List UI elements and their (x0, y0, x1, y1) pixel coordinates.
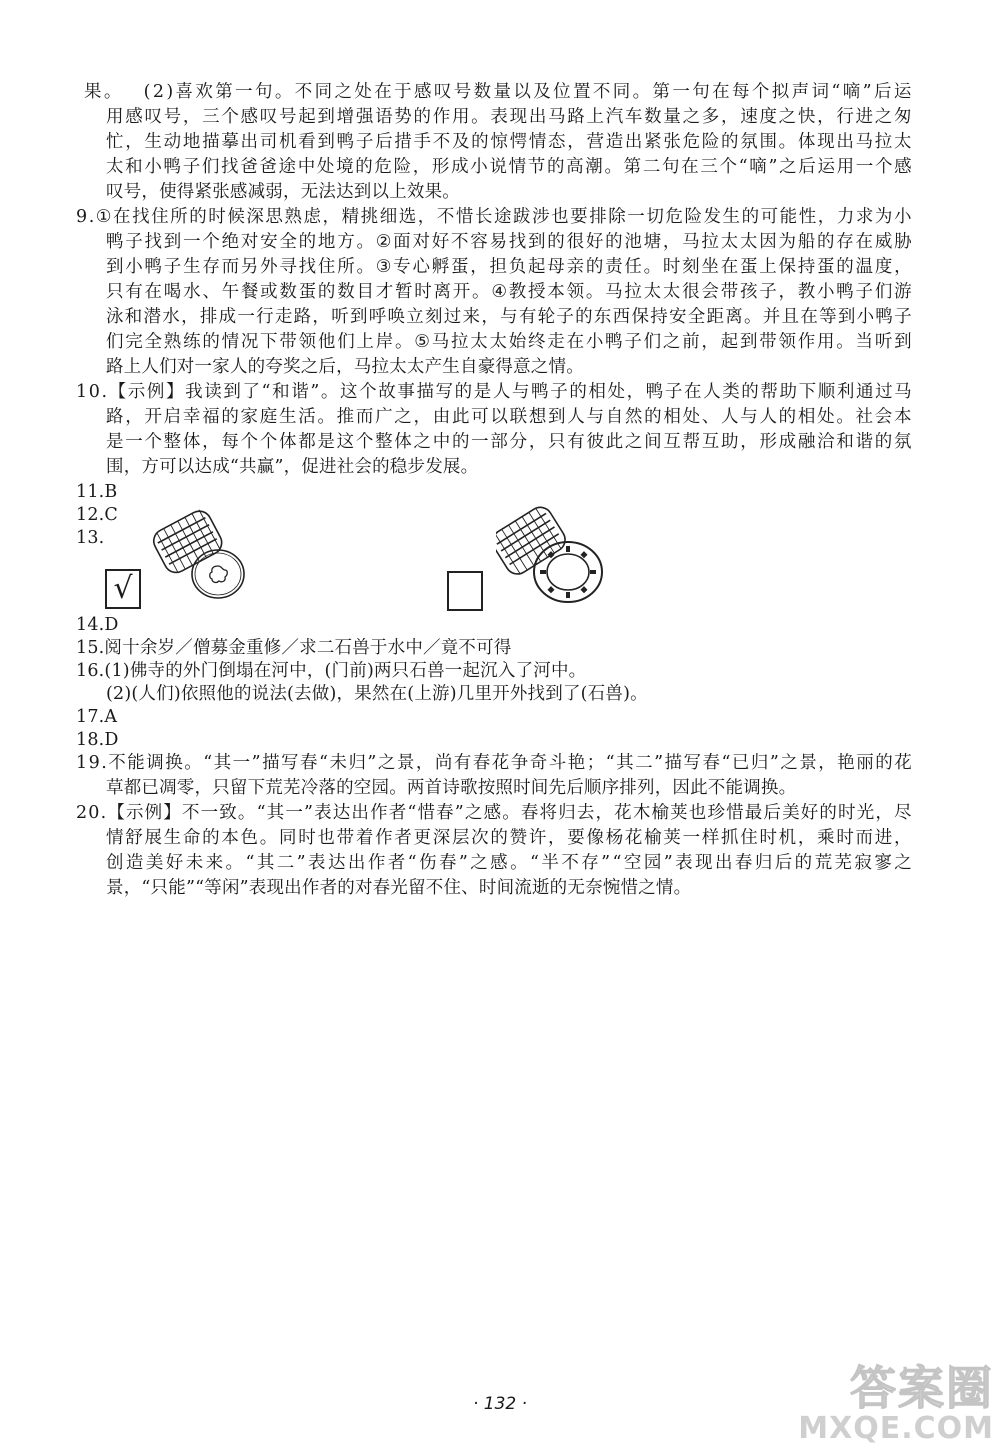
text-line: 鸭 子 找 到 一 个 绝 对 安 全 的 地 方 。 ② 面 对 好 不 容 易 找 到 的 很 好 的 池 塘 ， 马 拉 太 太 因 为 船 的 存 在 威 胁 (106, 232, 912, 252)
answer-20: 2 0 . 【 示 例 】 不 一 致 。 “ 其 一 ” 表 达 出 作 者 “ 惜 春 ” 之 感 。 春 将 归 去 ， 花 木 榆 荚 也 珍 惜 最 后 美 好 的 时 光 ， 尽 (76, 803, 912, 823)
text-line: 路上人们对一家人的夸奖之后，马拉太太产生自豪得意之情。 (106, 357, 584, 377)
watermark-url: MXQE.COM (798, 1411, 994, 1446)
answer-10: 1 0 . 【 示 例 】 我 读 到 了 “ 和 谐 ” 。 这 个 故 事 描 写 的 是 人 与 鸭 子 的 相 处 ， 鸭 子 在 人 类 的 帮 助 下 顺 利 通 过 马 (76, 382, 912, 402)
stamp-gear-view (496, 492, 616, 612)
text-line: 到 小 鸭 子 生 存 而 另 外 寻 找 住 所 。 ③ 专 心 孵 蛋 ， 担 负 起 母 亲 的 责 任 。 时 刻 坐 在 蛋 上 保 持 蛋 的 温 度 ， (106, 257, 912, 277)
text-line: 泳 和 潜 水 ， 排 成 一 行 走 路 ， 听 到 呼 唤 立 刻 过 来 ， 与 有 轮 子 的 东 西 保 持 安 全 距 离 。 并 且 在 等 到 小 鸭 子 (106, 307, 912, 327)
text-line: 围，方可以达成“共赢”，促进社会的稳步发展。 (106, 457, 479, 477)
stamp-front-view (150, 498, 260, 608)
answer-18: 18.D (76, 730, 119, 750)
answer-17: 17.A (76, 707, 118, 727)
text-line: 草都已凋零，只留下荒芜冷落的空园。两首诗歌按照时间先后顺序排列，因此不能调换。 (106, 778, 797, 798)
text-line: 景，“只能”“等闲”表现出作者的对春光留不住、时间流逝的无奈惋惜之情。 (106, 878, 692, 898)
figure-13 (0, 490, 1000, 620)
answer-11: 11.B (76, 482, 118, 502)
text-line: 们 完 全 熟 练 的 情 况 下 带 领 他 们 上 岸 。 ⑤ 马 拉 太 太 始 终 走 在 小 鸭 子 们 之 前 ， 起 到 带 领 作 用 。 当 听 到 (106, 332, 912, 352)
answer-9: 9 . ① 在 找 住 所 的 时 候 深 思 熟 虑 ， 精 挑 细 选 ， 不 惜 长 途 跋 涉 也 要 排 除 一 切 危 险 发 生 的 可 能 性 ， 力 求 为 小 (76, 207, 912, 227)
watermark (798, 1363, 994, 1445)
answer-13: 13. (76, 528, 105, 548)
text-line: 果 。 ( 2 ) 喜 欢 第 一 句 。 不 同 之 处 在 于 感 叹 号 数 量 以 及 位 置 不 同 。 第 一 句 在 每 个 拟 声 词 “ 嘀 ” 后 运 (84, 82, 912, 102)
text-line: 创 造 美 好 未 来 。 “ 其 二 ” 表 达 出 作 者 “ 伤 春 ” 之 感 。 “ 半 不 存 ” “ 空 园 ” 表 现 出 春 归 后 的 荒 芜 寂 寥 之 (106, 853, 912, 873)
empty-mark (446, 570, 484, 612)
text-line: 只 有 在 喝 水 、 午 餐 或 数 蛋 的 数 目 才 暂 时 离 开 。 ④ 教 授 本 领 。 马 拉 太 太 很 会 带 孩 子 ， 教 小 鸭 子 们 游 (106, 282, 912, 302)
check-mark-icon: √ (113, 571, 133, 606)
text-line: 是 一 个 整 体 ， 每 个 个 体 都 是 这 个 整 体 之 中 的 一 部 分 ， 只 有 彼 此 之 间 互 帮 互 助 ， 形 成 融 洽 和 谐 的 氛 (106, 432, 912, 452)
answer-16: 16.(1)佛寺的外门倒塌在河中，(门前)两只石兽一起沉入了河中。 (76, 661, 587, 681)
answer-12: 12.C (76, 505, 119, 525)
page-number: · 132 · (472, 1394, 528, 1414)
text-line: 太 和 小 鸭 子 们 找 爸 爸 途 中 处 境 的 危 险 ， 形 成 小 说 情 节 的 高 潮 。 第 二 句 在 三 个 “ 嘀 ” 之 后 运 用 一 个 感 (106, 157, 912, 177)
answer-14: 14.D (76, 615, 119, 635)
text-line: 用 感 叹 号 ， 三 个 感 叹 号 起 到 增 强 语 势 的 作 用 。 表 现 出 马 路 上 汽 车 数 量 之 多 ， 速 度 之 快 ， 行 进 之 匆 (106, 107, 912, 127)
answer-19: 1 9 . 不 能 调 换 。 “ 其 一 ” 描 写 春 “ 未 归 ” 之 景 ， 尚 有 春 花 争 奇 斗 艳 ； “ 其 二 ” 描 写 春 “ 已 归 ” 之 景 ， 艳 丽 的 花 (76, 753, 912, 773)
watermark-logo: 答案圈 (850, 1361, 994, 1415)
text-line: (2)(人们)依照他的说法(去做)，果然在(上游)几里开外找到了(石兽)。 (106, 684, 648, 704)
text-line: 情 舒 展 生 命 的 本 色 。 同 时 也 带 着 作 者 更 深 层 次 的 赞 许 ， 要 像 杨 花 榆 荚 一 样 抓 住 时 机 ， 乘 时 而 进 ， (106, 828, 912, 848)
answer-15: 15.阅十余岁／僧募金重修／求二石兽于水中／竟不可得 (76, 638, 512, 658)
text-line: 路 ， 开 启 幸 福 的 家 庭 生 活 。 推 而 广 之 ， 由 此 可 以 联 想 到 人 与 自 然 的 相 处 、 人 与 人 的 相 处 。 社 会 本 (106, 407, 912, 427)
text-line: 叹号，使得紧张感减弱，无法达到以上效果。 (106, 182, 460, 202)
text-line: 忙 ， 生 动 地 描 摹 出 司 机 看 到 鸭 子 后 措 手 不 及 的 惊 愕 情 态 ， 营 造 出 紧 张 危 险 的 氛 围 。 体 现 出 马 拉 太 (106, 132, 912, 152)
